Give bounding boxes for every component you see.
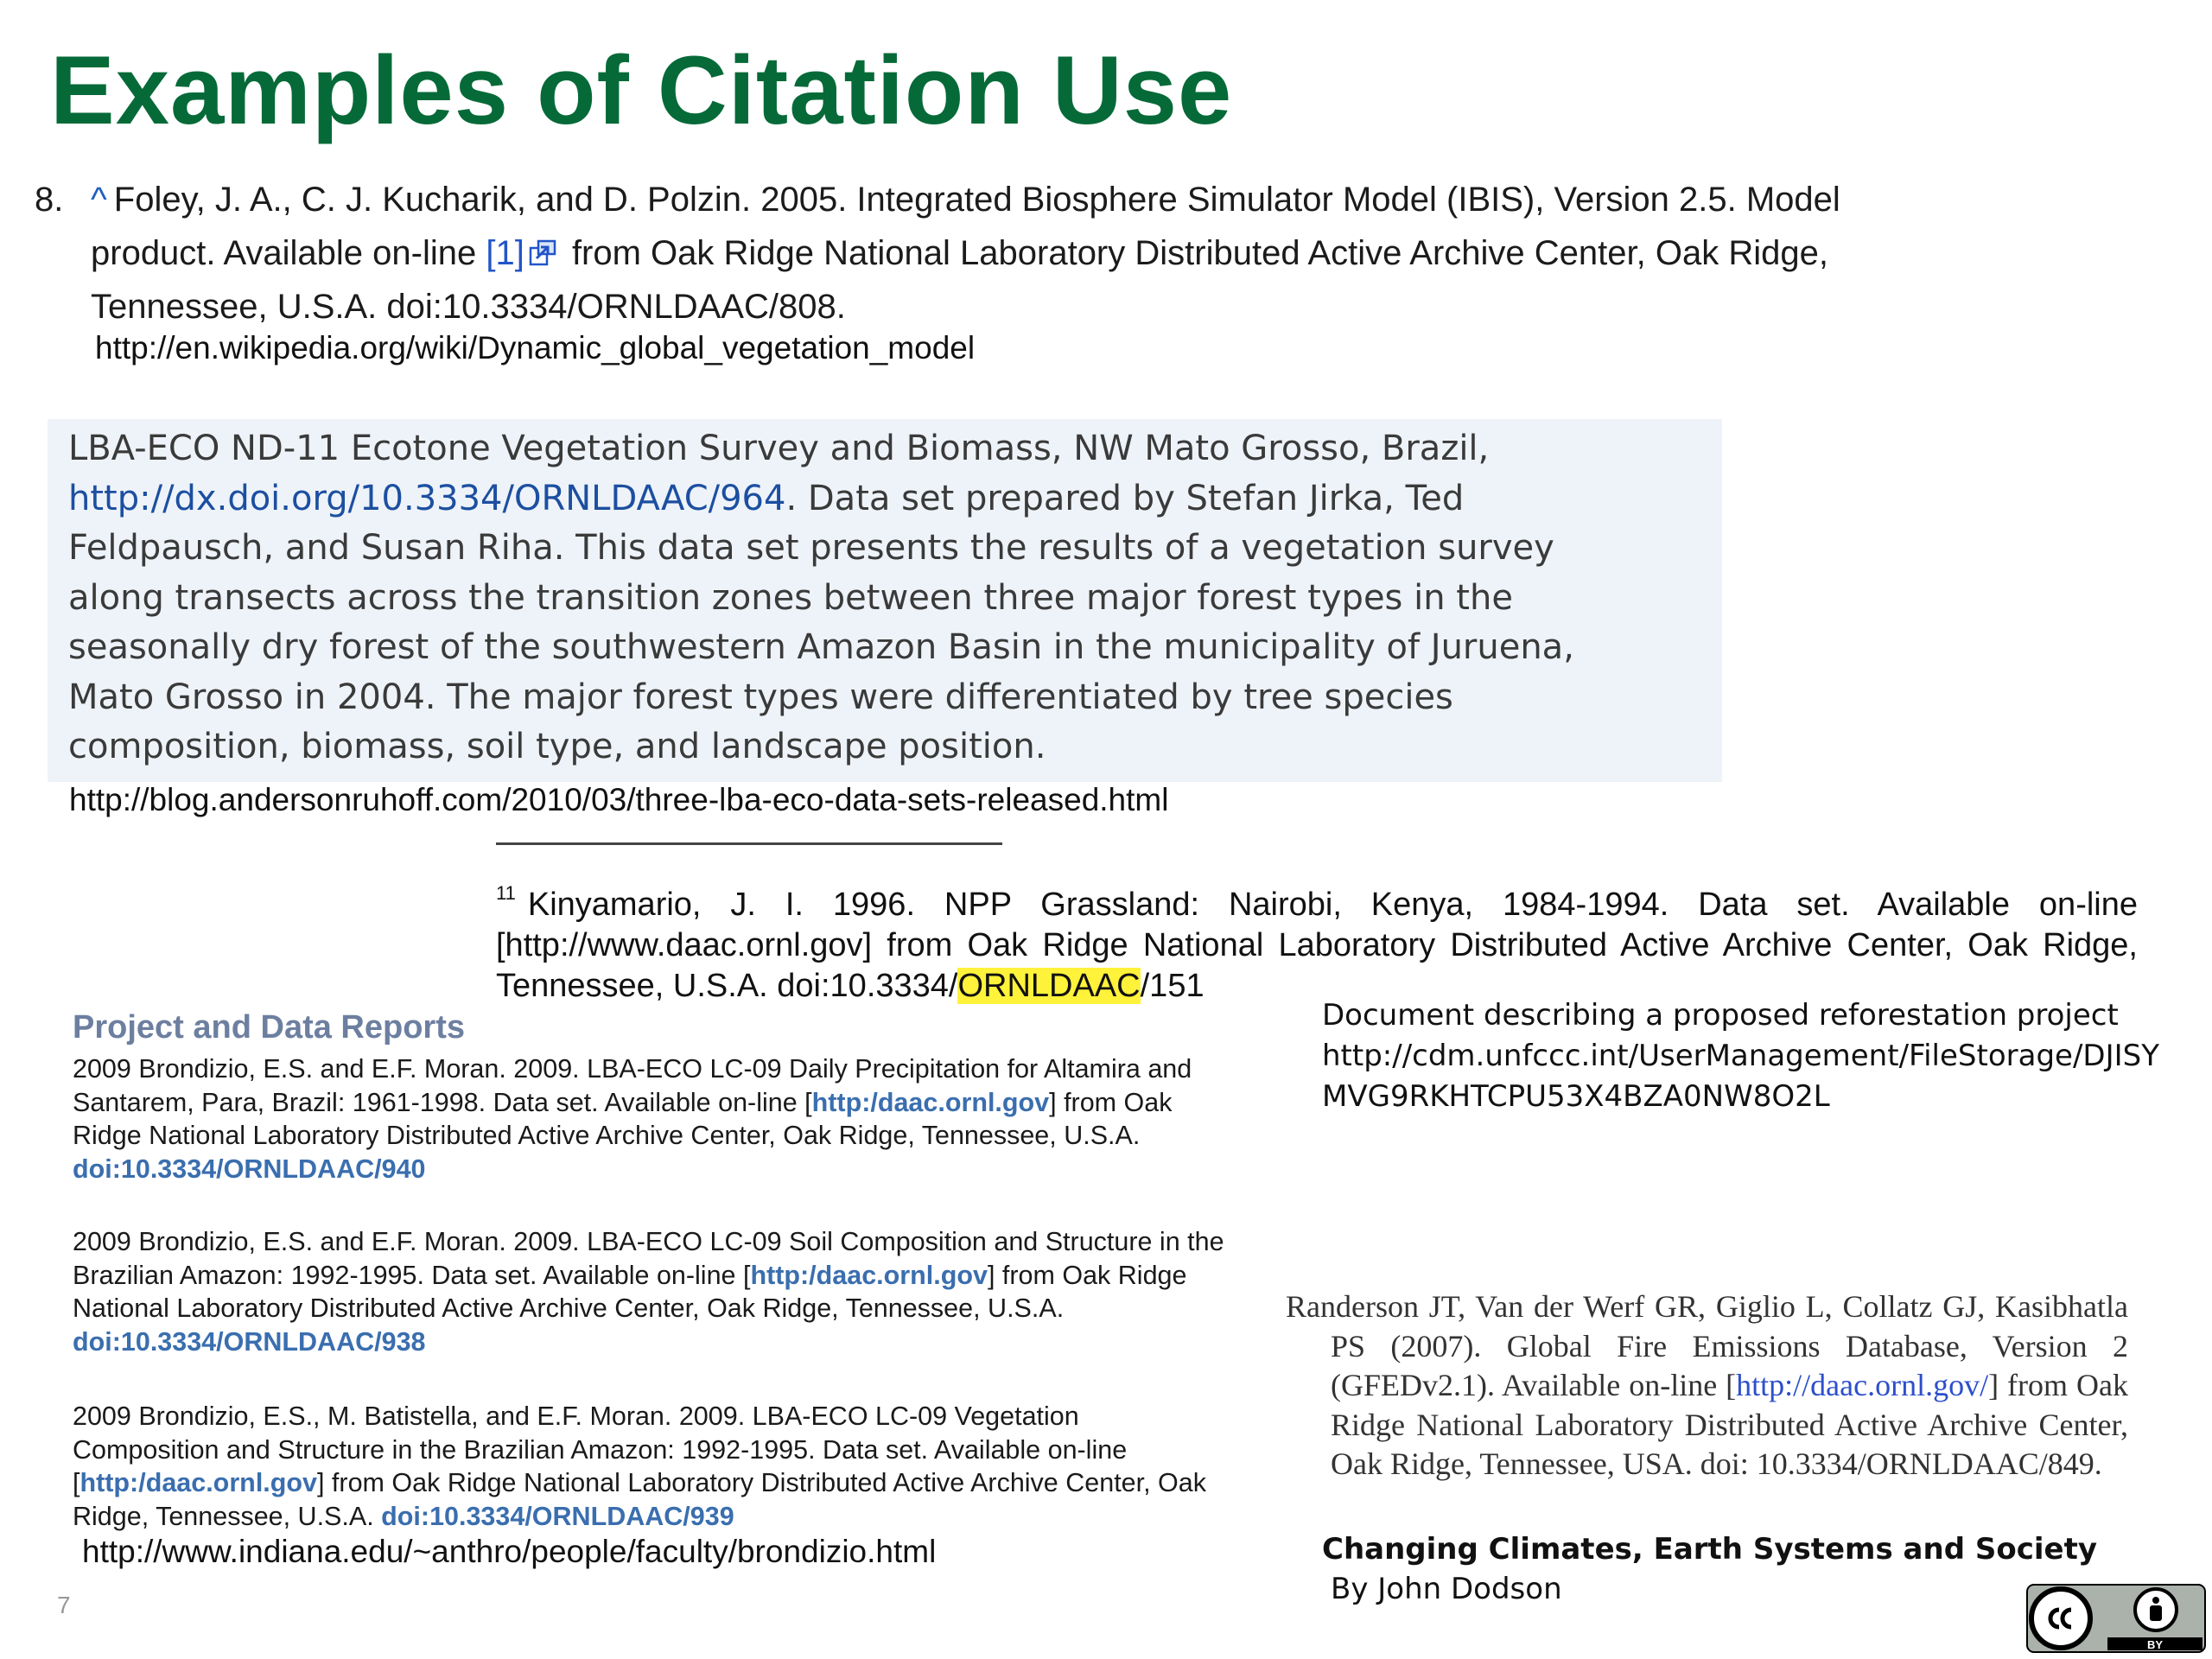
- lba-eco-citation: [68, 424, 1722, 772]
- indiana-source-url: http://www.indiana.edu/~anthro/people/faculty/brondizio.html: [82, 1534, 937, 1569]
- daac-link[interactable]: http:/daac.ornl.gov: [79, 1468, 317, 1497]
- foley-link[interactable]: [1]: [486, 234, 524, 272]
- foley-citation-body: [91, 173, 1849, 334]
- reforestation-note: [1322, 995, 2195, 1117]
- foley-text-b: from Oak Ridge National Laboratory Distributed Active Archive Center, Oak Ridge, Tennessee, U.S.A. doi:10.3334/ORNLDAAC/808.: [91, 234, 1828, 326]
- cc-by-license-badge: [2026, 1584, 2206, 1653]
- report-reference: [73, 1052, 1230, 1185]
- external-link-icon: [528, 230, 557, 259]
- wikipedia-source-url: http://en.wikipedia.org/wiki/Dynamic_global_vegetation_model: [95, 330, 976, 365]
- daac-link[interactable]: http:/daac.ornl.gov: [811, 1087, 1050, 1117]
- report-reference: [73, 1400, 1230, 1533]
- reference-text: 2009 Brondizio, E.S. and E.F. Moran. 2009. LBA-ECO LC-09 Soil Composition and Structure in the Brazilian Amazon: 1992-1995. Data set. Available on-line [: [73, 1227, 1224, 1290]
- randerson-citation: [1286, 1287, 2128, 1484]
- foley-citation: [35, 173, 1849, 334]
- doi-link[interactable]: doi:10.3334/ORNLDAAC/939: [381, 1501, 734, 1531]
- reports-heading: Project and Data Reports: [73, 1009, 465, 1046]
- citation-number: 8.: [35, 181, 64, 219]
- reference-text: ] from Oak Ridge National Laboratory Distributed Active Archive Center, Oak Ridge, Tennessee, U.S.A.: [73, 1260, 1187, 1323]
- lba-description: . Data set prepared by Stefan Jirka, Ted Feldpausch, and Susan Riha. This data set presents the results of a vegetation survey along transects across the transition zones between three major forest types in the seasonally dry forest of the southwestern Amazon Basin in the municipality of Juruena, Mato Grosso in 2004. The major forest types were differentiated by tree species composition, biomass, soil type, and landscape position.: [68, 478, 1574, 766]
- slide-title: Examples of Citation Use: [50, 36, 1233, 144]
- reference-text: ] from Oak Ridge National Laboratory Distributed Active Archive Center, Oak Ridge, Tennessee, U.S.A.: [73, 1468, 1206, 1531]
- reference-text: 2009 Brondizio, E.S. and E.F. Moran. 2009. LBA-ECO LC-09 Daily Precipitation for Altamira and Santarem, Para, Brazil: 1961-1998. Data set. Available on-line [: [73, 1054, 1192, 1117]
- foley-text-a: Foley, J. A., C. J. Kucharik, and D. Polzin. 2005. Integrated Biosphere Simulator Model (IBIS), Version 2.5. Model product. Available on-line: [91, 181, 1840, 272]
- lba-line-1: LBA-ECO ND-11 Ecotone Vegetation Survey and Biomass, NW Mato Grosso, Brazil,: [68, 429, 1490, 468]
- footnote-number: 11: [496, 882, 516, 904]
- kinyamario-footnote: [496, 873, 2138, 1007]
- daac-link[interactable]: http://daac.ornl.gov/: [1736, 1368, 1989, 1402]
- doi-link[interactable]: doi:10.3334/ORNLDAAC/938: [73, 1326, 426, 1357]
- unfccc-url-line-1: http://cdm.unfccc.int/UserManagement/FileStorage/DJISY: [1322, 1039, 2159, 1073]
- report-reference: [73, 1225, 1230, 1358]
- kinyamario-text-b: /151: [1140, 968, 1205, 1004]
- page-number: 7: [57, 1592, 71, 1618]
- doi-link[interactable]: doi:10.3334/ORNLDAAC/940: [73, 1154, 426, 1184]
- unfccc-url-line-2: MVG9RKHTCPU53X4BZA0NW8O2L: [1322, 1079, 1830, 1114]
- blog-source-url: http://blog.andersonruhoff.com/2010/03/three-lba-eco-data-sets-released.html: [69, 782, 1169, 817]
- randerson-text-a: Randerson JT, Van der Werf GR, Giglio L, Collatz GJ, Kasibhatla PS (2007). Global Fire Emissions Database, Version 2 (GFEDv2.1). Available on-line [: [1286, 1289, 2128, 1402]
- book-author: By John Dodson: [1331, 1572, 1562, 1606]
- back-reference-link[interactable]: ^: [91, 181, 107, 219]
- license-label: BY: [2146, 1638, 2164, 1651]
- highlighted-ornldaac: ORNLDAAC: [957, 968, 1141, 1004]
- project-reports-section: [73, 1009, 1230, 1055]
- reference-text: 2009 Brondizio, E.S., M. Batistella, and E.F. Moran. 2009. LBA-ECO LC-09 Vegetation Composition and Structure in the Brazilian Amazon: 1992-1995. Data set. Available on-line [: [73, 1402, 1128, 1497]
- reference-text: ] from Oak Ridge National Laboratory Distributed Active Archive Center, Oak Ridge, Tennessee, U.S.A.: [73, 1087, 1173, 1150]
- attribution-icon: [2135, 1589, 2177, 1630]
- daac-link[interactable]: http:/daac.ornl.gov: [750, 1260, 988, 1290]
- footnote-divider: [496, 842, 1002, 845]
- cc-icon: [2031, 1589, 2090, 1648]
- reforestation-caption: Document describing a proposed reforestation project: [1322, 998, 2119, 1033]
- lba-eco-citation-box: [48, 419, 1722, 782]
- kinyamario-text-a: Kinyamario, J. I. 1996. NPP Grassland: Nairobi, Kenya, 1984-1994. Data set. Available on-line [http://www.daac.ornl.gov] from Oak Ridge National Laboratory Distributed Active Archive Center, Oak Ridge, Tennessee, U.S.A. doi:10.3334/: [496, 887, 2138, 1004]
- lba-doi-link[interactable]: http://dx.doi.org/10.3334/ORNLDAAC/964: [68, 478, 786, 518]
- book-title: Changing Climates, Earth Systems and Society: [1322, 1532, 2097, 1567]
- randerson-text-b: ] from Oak Ridge National Laboratory Distributed Active Archive Center, Oak Ridge, Tennessee, USA. doi: 10.3334/ORNLDAAC/849.: [1331, 1368, 2128, 1481]
